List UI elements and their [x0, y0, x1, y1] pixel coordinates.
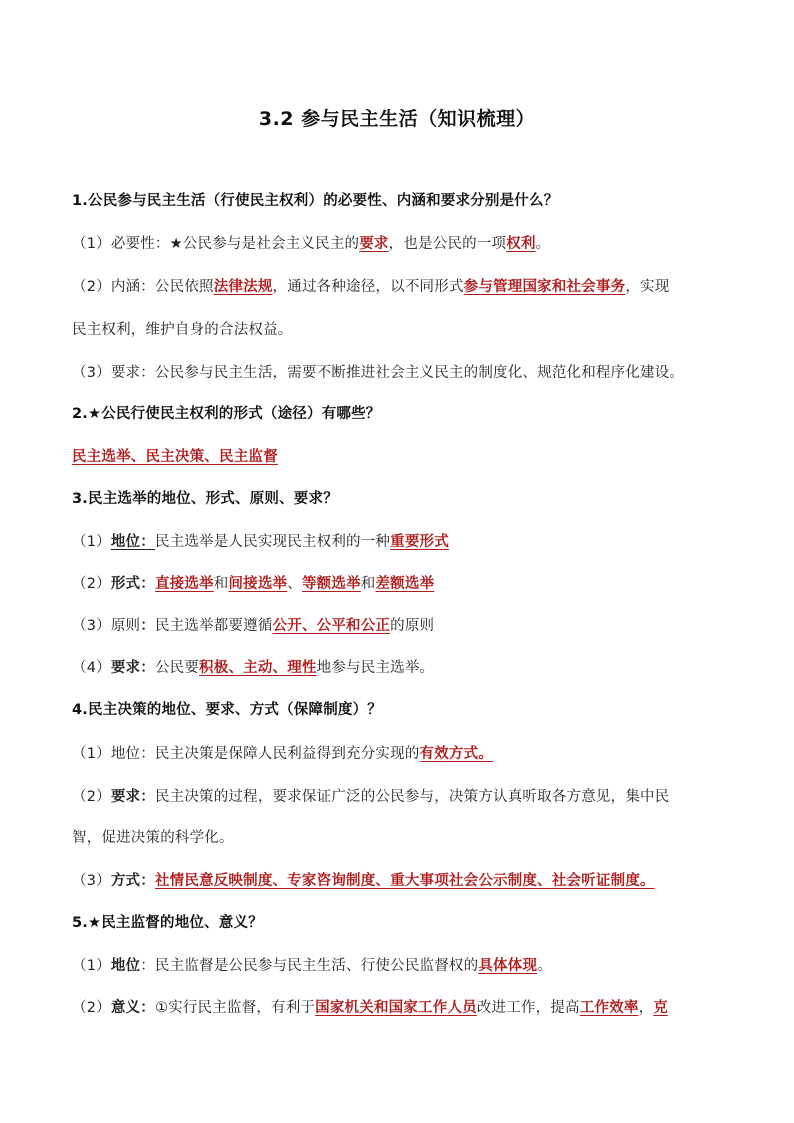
q1-connotation-cont: 民主权利，维护自身的合法权益。 [72, 322, 293, 338]
q4-methods: （3）方式：社情民意反映制度、专家咨询制度、重大事项社会公示制度、社会听证制度。 [72, 873, 655, 889]
keyword: 克 [653, 1000, 668, 1016]
keyword: 国家机关和国家工作人员 [315, 1000, 477, 1016]
q4-status: （1）地位：民主决策是保障人民利益得到充分实现的有效方式。 [72, 746, 494, 762]
q3-requirement: （4）要求：公民要积极、主动、理性地参与民主选举。 [72, 660, 435, 676]
q3-forms: （2）形式：直接选举和间接选举、等额选举和差额选举 [72, 576, 435, 592]
keyword: 要求 [359, 236, 389, 252]
q4-requirement-cont: 智，促进决策的科学化。 [72, 830, 234, 846]
keyword: 间接选举 [228, 576, 288, 592]
q3-principle: （3）原则：民主选举都要遵循公开、公平和公正的原则 [72, 618, 435, 634]
page-title: 3.2 参与民主生活（知识梳理） [258, 108, 536, 130]
keyword: 直接选举 [154, 576, 214, 592]
keyword: 差额选举 [375, 576, 435, 592]
keyword: 具体体现 [478, 958, 538, 974]
q2-answer [72, 446, 732, 468]
keyword: 积极、主动、理性 [199, 660, 317, 676]
q4-requirement: （2）要求：民主决策的过程，要求保证广泛的公民参与，决策方认真听取各方意见，集中民 [72, 789, 670, 805]
keyword: 权利 [506, 236, 536, 252]
q3-status: （1）地位：民主选举是人民实现民主权利的一种重要形式 [72, 534, 449, 550]
keyword: 重要形式 [390, 534, 449, 550]
q5-status: （1）地位：民主监督是公民参与民主生活、行使公民监督权的具体体现。 [72, 958, 552, 974]
keyword: 有效方式。 [419, 746, 494, 762]
q1-connotation: （2）内涵：公民依照法律法规，通过各种途径，以不同形式参与管理国家和社会事务，实现 [72, 279, 670, 295]
keyword: 等额选举 [301, 576, 361, 592]
question-3-heading: 3.民主选举的地位、形式、原则、要求？ [72, 491, 338, 507]
keyword: 民主选举、民主决策、民主监督 [72, 449, 278, 465]
keyword: 参与管理国家和社会事务 [463, 279, 626, 295]
question-4-heading: 4.民主决策的地位、要求、方式（保障制度）？ [72, 702, 382, 718]
question-5-heading: 5.★民主监督的地位、意义？ [72, 915, 263, 931]
q1-necessity: （1）必要性：★公民参与是社会主义民主的要求，也是公民的一项权利。 [72, 236, 551, 252]
keyword: 法律法规 [213, 279, 273, 295]
question-2-heading: 2.★公民行使民主权利的形式（途径）有哪些？ [72, 406, 381, 422]
q1-requirement: （3）要求：公民参与民主生活，需要不断推进社会主义民主的制度化、规范化和程序化建设。 [72, 365, 685, 381]
q5-significance: （2）意义：①实行民主监督，有利于国家机关和国家工作人员改进工作，提高工作效率，克 [72, 1000, 668, 1016]
keyword: 公开、公平和公正 [272, 618, 391, 634]
keyword: 社情民意反映制度、专家咨询制度、重大事项社会公示制度、社会听证制度。 [154, 873, 655, 889]
question-1-heading: 1.公民参与民主生活（行使民主权利）的必要性、内涵和要求分别是什么？ [72, 193, 559, 209]
keyword: 工作效率 [579, 1000, 639, 1016]
